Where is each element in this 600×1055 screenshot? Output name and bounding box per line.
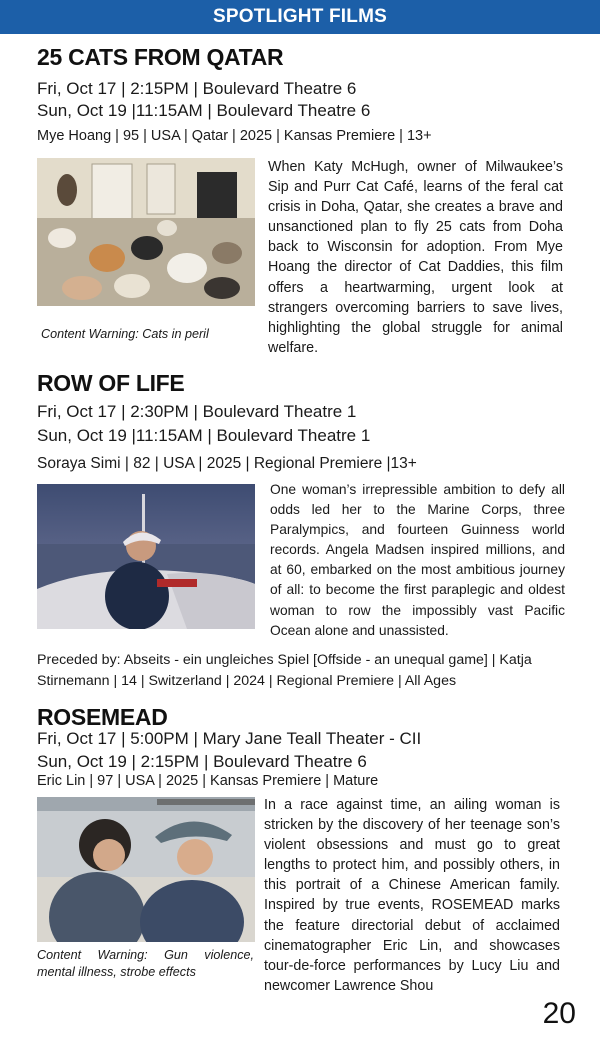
film-still-rosemead xyxy=(37,797,255,942)
section-header: SPOTLIGHT FILMS xyxy=(0,0,600,34)
showtime-2: Sun, Oct 19 |11:15AM | Boulevard Theatre 6 xyxy=(37,101,371,120)
film-title-rosemead: ROSEMEAD xyxy=(37,704,168,730)
film-still-cats xyxy=(37,158,255,306)
film-still-rower xyxy=(37,484,255,629)
film-description: When Katy McHugh, owner of Milwaukee’s Sip and Purr Cat Café, learns of the feral cat crisis in Doha, Qatar, she creates a brave and unsanctioned plan to fly 25 cats from Doha back to Wisconsin for adoption. From Mye Hoang the director of Cat Daddies, this film offers a heartwarming, urgent look at strangers overcoming barriers to save lives, highlighting the global struggle for animal welfare. xyxy=(268,159,563,356)
film-credits: Soraya Simi | 82 | USA | 2025 | Regional Premiere |13+ xyxy=(37,455,417,472)
film-title-row-of-life: ROW OF LIFE xyxy=(37,370,185,396)
preceded-by-short: Preceded by: Abseits - ein ungleiches Spiel [Offside - an unequal game] | Katja Stirnemann | 14 | Switzerland | 2024 | Regional Premiere | All Ages xyxy=(37,652,532,689)
film-description: In a race against time, an ailing woman is stricken by the discovery of her teenage son’s violent obsessions and must go to great lengths to protect him, and possibly others, in this portrait of a Chinese American family. Inspired by true events, ROSEMEAD marks the feature directorial debut of acclaimed cinematographer Eric Lin, and showcases tour-de-force performances by Lucy Liu and newcomer Lawrence Shou xyxy=(264,797,560,994)
showtime-2: Sun, Oct 19 |11:15AM | Boulevard Theatre 1 xyxy=(37,426,371,445)
content-warning: Content Warning: Gun violence, mental illness, strobe effects xyxy=(37,948,254,979)
content-warning: Content Warning: Cats in peril xyxy=(41,327,209,341)
showtime-1: Fri, Oct 17 | 2:30PM | Boulevard Theatre 1 xyxy=(37,402,357,421)
showtime-1: Fri, Oct 17 | 2:15PM | Boulevard Theatre 6 xyxy=(37,79,357,98)
film-description: One woman’s irrepressible ambition to defy all odds led her to the Marine Corps, three Paralympics, and fourteen Guinness world records. Angela Madsen inspired millions, and at 60, embarked on the most ambitious journey of all: to become the first paraplegic and oldest woman to row the impossibly vast Pacific Ocean alone and unassisted. xyxy=(270,482,565,638)
showtime-1: Fri, Oct 17 | 5:00PM | Mary Jane Teall Theater - CII xyxy=(37,729,422,748)
page-number: 20 xyxy=(542,997,576,1030)
film-credits: Mye Hoang | 95 | USA | Qatar | 2025 | Kansas Premiere | 13+ xyxy=(37,128,432,144)
film-credits: Eric Lin | 97 | USA | 2025 | Kansas Premiere | Mature xyxy=(37,773,379,789)
film-title-25-cats-from-qatar: 25 CATS FROM QATAR xyxy=(37,44,284,70)
showtime-2: Sun, Oct 19 | 2:15PM | Boulevard Theatre 6 xyxy=(37,752,367,771)
